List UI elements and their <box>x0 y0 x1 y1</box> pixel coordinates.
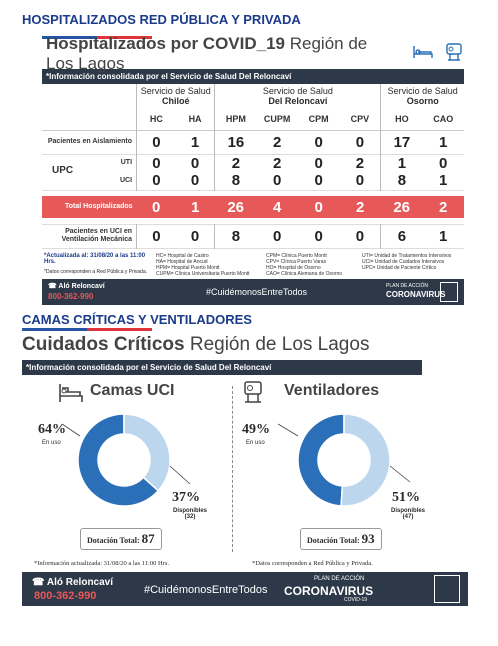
hashtag: #CuidémonosEntreTodos <box>206 286 308 297</box>
government-logo <box>434 575 460 603</box>
card-title-2: Cuidados Críticos Región de Los Lagos <box>22 334 370 355</box>
cuidados-card <box>22 334 462 567</box>
vent-free-label: Disponibles (47) <box>390 508 425 520</box>
col-header: CAO <box>433 113 454 124</box>
government-logo <box>440 282 458 302</box>
hospitalizados-card <box>42 36 464 306</box>
col-header: CPM <box>308 113 329 124</box>
phone-icon: ☎ <box>32 577 45 588</box>
flag-stripe <box>22 328 152 331</box>
footer-band: ☎ Aló Reloncaví 800-362-990 #CuidémonosEntreTodos PLAN DE ACCIÓN CORONAVIRUS <box>42 279 464 305</box>
donut-slice-disponibles <box>341 414 390 506</box>
updated-note-2: *Información actualizada: 31/08/20 a las 11:00 Hrs. <box>34 560 169 567</box>
col-header: HC <box>137 108 176 130</box>
vent-free-pct: 51% <box>392 490 420 505</box>
uci-title: Camas UCI <box>90 382 175 399</box>
col-header: HA <box>188 113 202 124</box>
footer-band-2: ☎ Aló Reloncaví 800-362-990 #CuidémonosEntreTodos PLAN DE ACCIÓN CORONAVIRUS COVID-19 <box>22 572 468 606</box>
info-band: *Información consolidada por el Servicio de Salud Del Reloncaví <box>42 69 464 84</box>
vent-total-box: Dotación Total: 93 <box>300 528 382 550</box>
data-note: *Datos corresponden a Red Pública y Privada. <box>44 268 148 275</box>
group-osorno: Servicio de Salud Osorno <box>381 84 464 108</box>
panel-divider <box>232 386 233 552</box>
vent-title: Ventiladores <box>284 382 380 399</box>
data-note-2: *Datos corresponden a Red Pública y Privada. <box>252 560 373 567</box>
table-row: Pacientes en Aislamiento 0 1 16 2 0 0 17 1 <box>42 130 464 154</box>
ventilator-icon <box>444 42 464 67</box>
donut-slice-disponibles <box>124 414 170 491</box>
uci-free-label: Disponibles (32) <box>172 508 207 520</box>
table-row: Pacientes en UCI en Ventilación Mecánica 0 0 8 0 0 0 6 1 <box>42 224 464 248</box>
total-row: Total Hospitalizados 0 1 26 4 0 2 26 2 <box>42 196 464 218</box>
donut-slice-en-uso <box>298 414 344 506</box>
uci-used-label: En uso <box>42 440 61 446</box>
vent-used-pct: 49% <box>242 422 270 437</box>
phone-number: 800-362-990 <box>48 291 94 301</box>
col-header: HO <box>381 108 423 130</box>
col-header: CUPM <box>263 113 291 124</box>
legend-col-2: CPM= Clínica Puerto Montt CPV= Clínica Puerto Varas HO= Hospital de Osorno CAO= Clínica Alemana de Osorno <box>266 252 343 277</box>
section-heading-hospitalizados: HOSPITALIZADOS RED PÚBLICA Y PRIVADA <box>22 12 301 27</box>
phone-icon: ☎ <box>48 282 57 290</box>
group-chiloe: Servicio de Salud Chiloé <box>137 84 215 108</box>
table-row: UCI 0 0 8 0 0 0 8 1 <box>42 172 464 190</box>
vent-panel <box>240 378 440 558</box>
uci-total-box: Dotación Total: 87 <box>80 528 162 550</box>
coronavirus-label-2: CORONAVIRUS <box>284 584 374 598</box>
updated-note: *Actualizada al: 31/08/20 a las 11:00 Hrs. <box>44 252 146 265</box>
uci-panel <box>22 378 222 558</box>
bed-icon <box>412 44 434 65</box>
card-title: Hospitalizados por COVID_19 Región de Los Lagos <box>46 34 368 73</box>
phone-number-2: 800-362-990 <box>34 590 97 602</box>
table-row: UPC UTI 0 0 2 2 0 2 1 0 <box>52 154 448 176</box>
col-header: CPV <box>350 113 370 124</box>
coronavirus-label: CORONAVIRUS <box>386 289 446 299</box>
hashtag-2: #CuidémonosEntreTodos <box>144 584 268 596</box>
legend-col-1: HC= Hospital de Castro HA= Hospital de Ancud HPM= Hospital Puerto Montt CUPM= Clínica Universitaria Puerto Montt <box>156 252 250 277</box>
section-heading-camas: CAMAS CRÍTICAS Y VENTILADORES <box>22 312 252 327</box>
info-band-2: *Información consolidada por el Servicio de Salud Del Reloncaví <box>22 360 422 375</box>
hospitalizados-table <box>42 84 464 249</box>
col-header: HPM <box>215 108 257 130</box>
uci-used-pct: 64% <box>38 422 66 437</box>
vent-used-label: En uso <box>246 440 265 446</box>
upc-label: UPC <box>52 164 74 176</box>
uci-free-pct: 37% <box>172 490 200 505</box>
legend-col-3: UTI= Unidad de Tratamientos Intensivos UCI= Unidad de Cuidados Intensivos UPC= Unidad de Paciente Crítico <box>362 252 452 271</box>
group-reloncavi: Servicio de Salud Del Reloncaví <box>215 84 381 108</box>
